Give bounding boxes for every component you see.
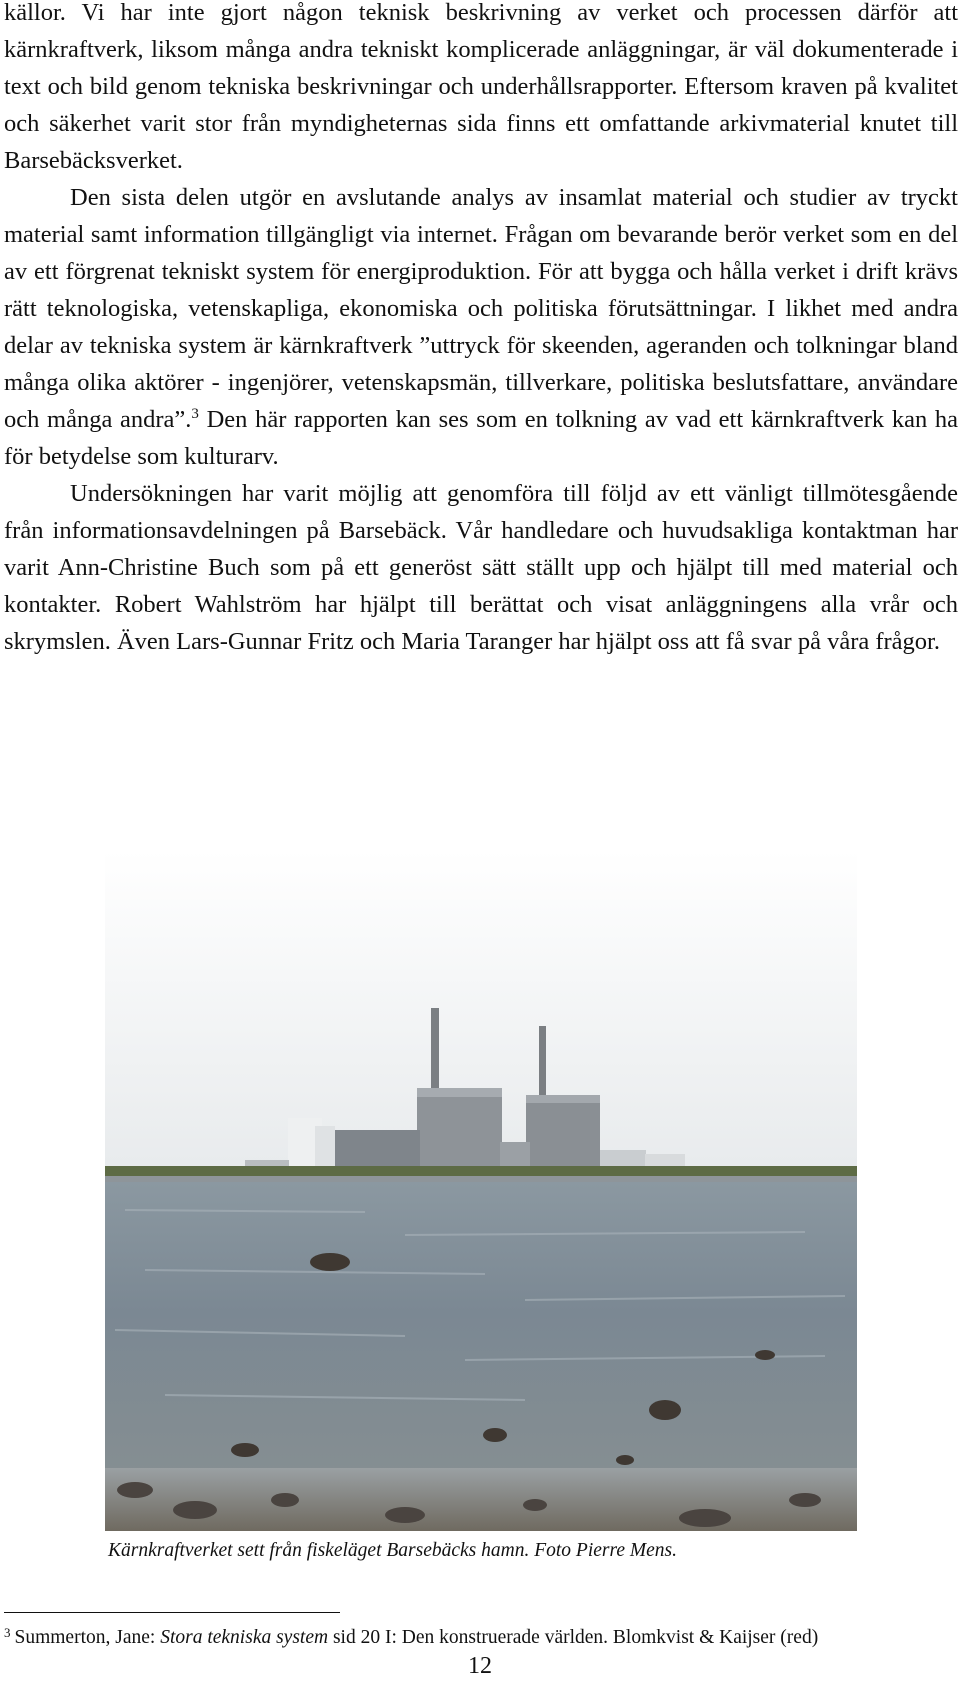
footnote <box>4 1626 958 1650</box>
footnote-number: 3 <box>4 1625 11 1640</box>
rock <box>755 1350 775 1360</box>
reactor-building-right <box>526 1095 600 1170</box>
water <box>105 1182 857 1472</box>
paragraph-1: källor. Vi har inte gjort någon teknisk beskrivning av verket och processen därför att kärnkraftverk, liksom många andra tekniskt komplicerade anläggningar, är väl dokumenterade i text och bild genom tekniska beskrivningar och underhållsrapporter. Eftersom kraven på kvalitet och säkerhet varit stor från myndigheternas sida finns ett omfattande arkivmaterial knutet till Barsebäcksverket. <box>4 0 958 174</box>
footnote-separator <box>4 1612 340 1613</box>
paragraph-3: Undersökningen har varit möjlig att genomföra till följd av ett vänligt tillmötesgående från informationsavdelningen på Barsebäck. Vår handledare och huvudsakliga kontaktman har varit Ann-Christine Buch som på ett generöst sätt ställt upp och hjälpt till med material och kontakter. Robert Wahlström har hjälpt till berättat och visat anläggningens alla vrår och skrymslen. Även Lars-Gunnar Fritz och Maria Taranger har hjälpt oss att få svar på våra frågor. <box>4 480 958 655</box>
footnote-source: sid 20 I: Den konstruerade världen. Blomkvist & Kaijser (red) <box>328 1627 819 1648</box>
footnote-reference[interactable]: 3 <box>191 406 199 422</box>
power-plant-photo <box>105 850 857 1531</box>
paragraph-2-continued: Den här rapporten kan ses som en tolkning av vad ett kärnkraftverk kan ha för betydelse som kulturarv. <box>4 406 958 470</box>
photo-caption: Kärnkraftverket sett från fiskeläget Barsebäcks hamn. Foto Pierre Mens. <box>108 1540 677 1561</box>
rock <box>310 1253 350 1271</box>
footnote-title: Stora tekniska system <box>160 1627 329 1648</box>
footnote-author: Summerton, Jane: <box>14 1627 161 1648</box>
paragraph-2-text: Den sista delen utgör en avslutande analys av insamlat material och studier av tryckt material samt information tillgängligt via internet. Frågan om bevarande berör verket som en del av ett förgrenat tekniskt system för energiproduktion. För att bygga och hålla verket i drift krävs rätt teknologiska, vetenskapliga, ekonomiska och politiska förutsättningar. I likhet med andra delar av tekniska system är kärnkraftverk ”uttryck för skeenden, ageranden och tolkningar bland många olika aktörer - ingenjörer, vetenskapsmän, tillverkare, politiska beslutsfattare, användare och många andra”. <box>4 184 958 433</box>
rock <box>649 1400 681 1420</box>
paragraph-2 <box>4 179 958 475</box>
body-text <box>4 0 958 660</box>
rock <box>231 1443 259 1457</box>
foreground-shore <box>105 1468 857 1531</box>
rock <box>616 1455 634 1465</box>
page-number: 12 <box>468 1653 492 1679</box>
reactor-building-left <box>417 1088 502 1173</box>
turbine-hall <box>335 1130 420 1170</box>
rock <box>483 1428 507 1442</box>
